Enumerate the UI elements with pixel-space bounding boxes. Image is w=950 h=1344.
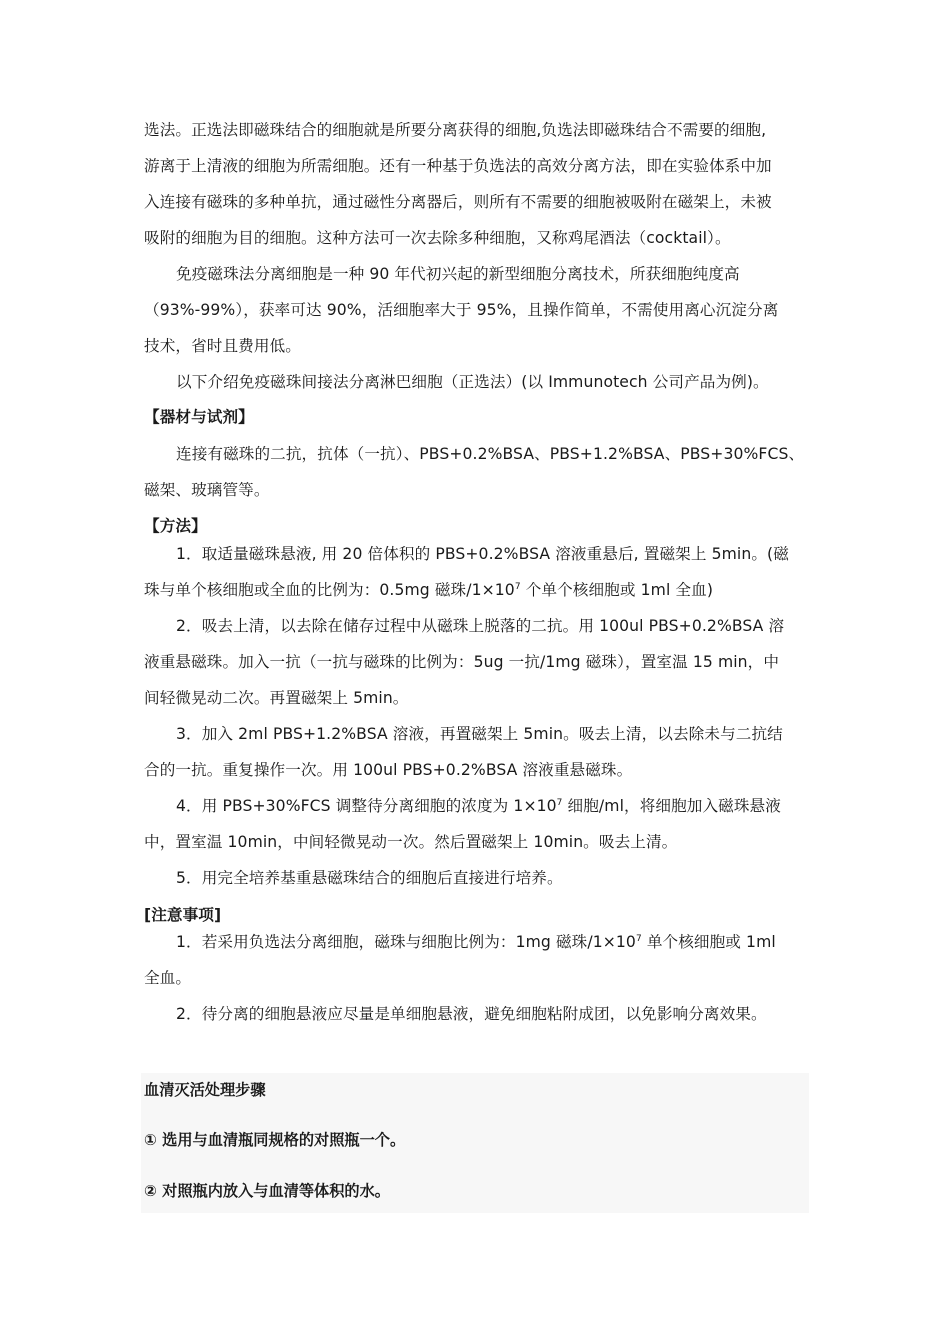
materials-line-2: 磁架、玻璃管等。 (144, 481, 270, 499)
note-2: 2．待分离的细胞悬液应尽量是单细胞悬液，避免细胞粘附成团，以免影响分离效果。 (176, 1005, 767, 1023)
intro-line-3: 入连接有磁珠的多种单抗，通过磁性分离器后，则所有不需要的细胞被吸附在磁架上，未被 (144, 193, 772, 211)
intro-para2-line-2: （93%-99%），获率可达 90%，活细胞率大于 95%，且操作简单，不需使用离心沉淀分离 (144, 301, 779, 319)
intro-para2-line-1: 免疫磁珠法分离细胞是一种 90 年代初兴起的新型细胞分离技术，所获细胞纯度高 (176, 265, 740, 283)
intro-para2-line-3: 技术，省时且费用低。 (144, 337, 301, 355)
note-1-line-1: 1．若采用负选法分离细胞，磁珠与细胞比例为：1mg 磁珠$/1\times 10^7$ 单个核细胞或 1ml (176, 933, 776, 951)
materials-line-1: 连接有磁珠的二抗，抗体（一抗）、PBS+0.2%BSA、PBS+1.2%BSA、PBS+30%FCS、 (176, 445, 805, 463)
notes-heading: [注意事项] (144, 906, 222, 924)
intro-line-2: 游离于上清液的细胞为所需细胞。还有一种基于负选法的高效分离方法，即在实验体系中加 (144, 157, 772, 175)
method-step-4-line-1: 4．用 PBS+30%FCS 调整待分离细胞的浓度为 $1\times 10^7$ 细胞/ml，将细胞加入磁珠悬液 (176, 797, 781, 815)
note-1-line-2: 全血。 (144, 969, 192, 987)
method-step-2-line-2: 液重悬磁珠。加入一抗（一抗与磁珠的比例为：5ug 一抗/1mg 磁珠），置室温 15 min，中 (144, 653, 780, 671)
serum-step-1: ① 选用与血清瓶同规格的对照瓶一个。 (144, 1131, 406, 1149)
intro-para3: 以下介绍免疫磁珠间接法分离淋巴细胞（正选法）(以 Immunotech 公司产品为例)。 (176, 373, 769, 391)
method-step-5: 5．用完全培养基重悬磁珠结合的细胞后直接进行培养。 (176, 869, 563, 887)
method-step-1-line-1: 1．取适量磁珠悬液, 用 20 倍体积的 PBS+0.2%BSA 溶液重悬后, 置磁架上 5min。(磁 (176, 545, 789, 563)
methods-heading: 【方法】 (144, 517, 207, 535)
serum-heading: 血清灭活处理步骤 (144, 1081, 266, 1099)
intro-line-4: 吸附的细胞为目的细胞。这种方法可一次去除多种细胞，又称鸡尾酒法（cocktail）。 (144, 229, 731, 247)
intro-line-1: 选法。正选法即磁珠结合的细胞就是所要分离获得的细胞,负选法即磁珠结合不需要的细胞, (144, 121, 767, 139)
method-step-2-line-3: 间轻微晃动二次。再置磁架上 5min。 (144, 689, 409, 707)
method-step-4-line-2: 中，置室温 10min，中间轻微晃动一次。然后置磁架上 10min。吸去上清。 (144, 833, 678, 851)
materials-heading: 【器材与试剂】 (144, 408, 254, 426)
serum-step-2: ② 对照瓶内放入与血清等体积的水。 (144, 1182, 390, 1200)
method-step-2-line-1: 2．吸去上清，以去除在储存过程中从磁珠上脱落的二抗。用 100ul PBS+0.2%BSA 溶 (176, 617, 785, 635)
method-step-3-line-1: 3．加入 2ml PBS+1.2%BSA 溶液，再置磁架上 5min。吸去上清，以去除未与二抗结 (176, 725, 783, 743)
method-step-3-line-2: 合的一抗。重复操作一次。用 100ul PBS+0.2%BSA 溶液重悬磁珠。 (144, 761, 633, 779)
method-step-1-line-2: 珠与单个核细胞或全血的比例为：0.5mg 磁珠$/1\times 10^7$ 个单个核细胞或 1ml 全血) (144, 581, 713, 599)
